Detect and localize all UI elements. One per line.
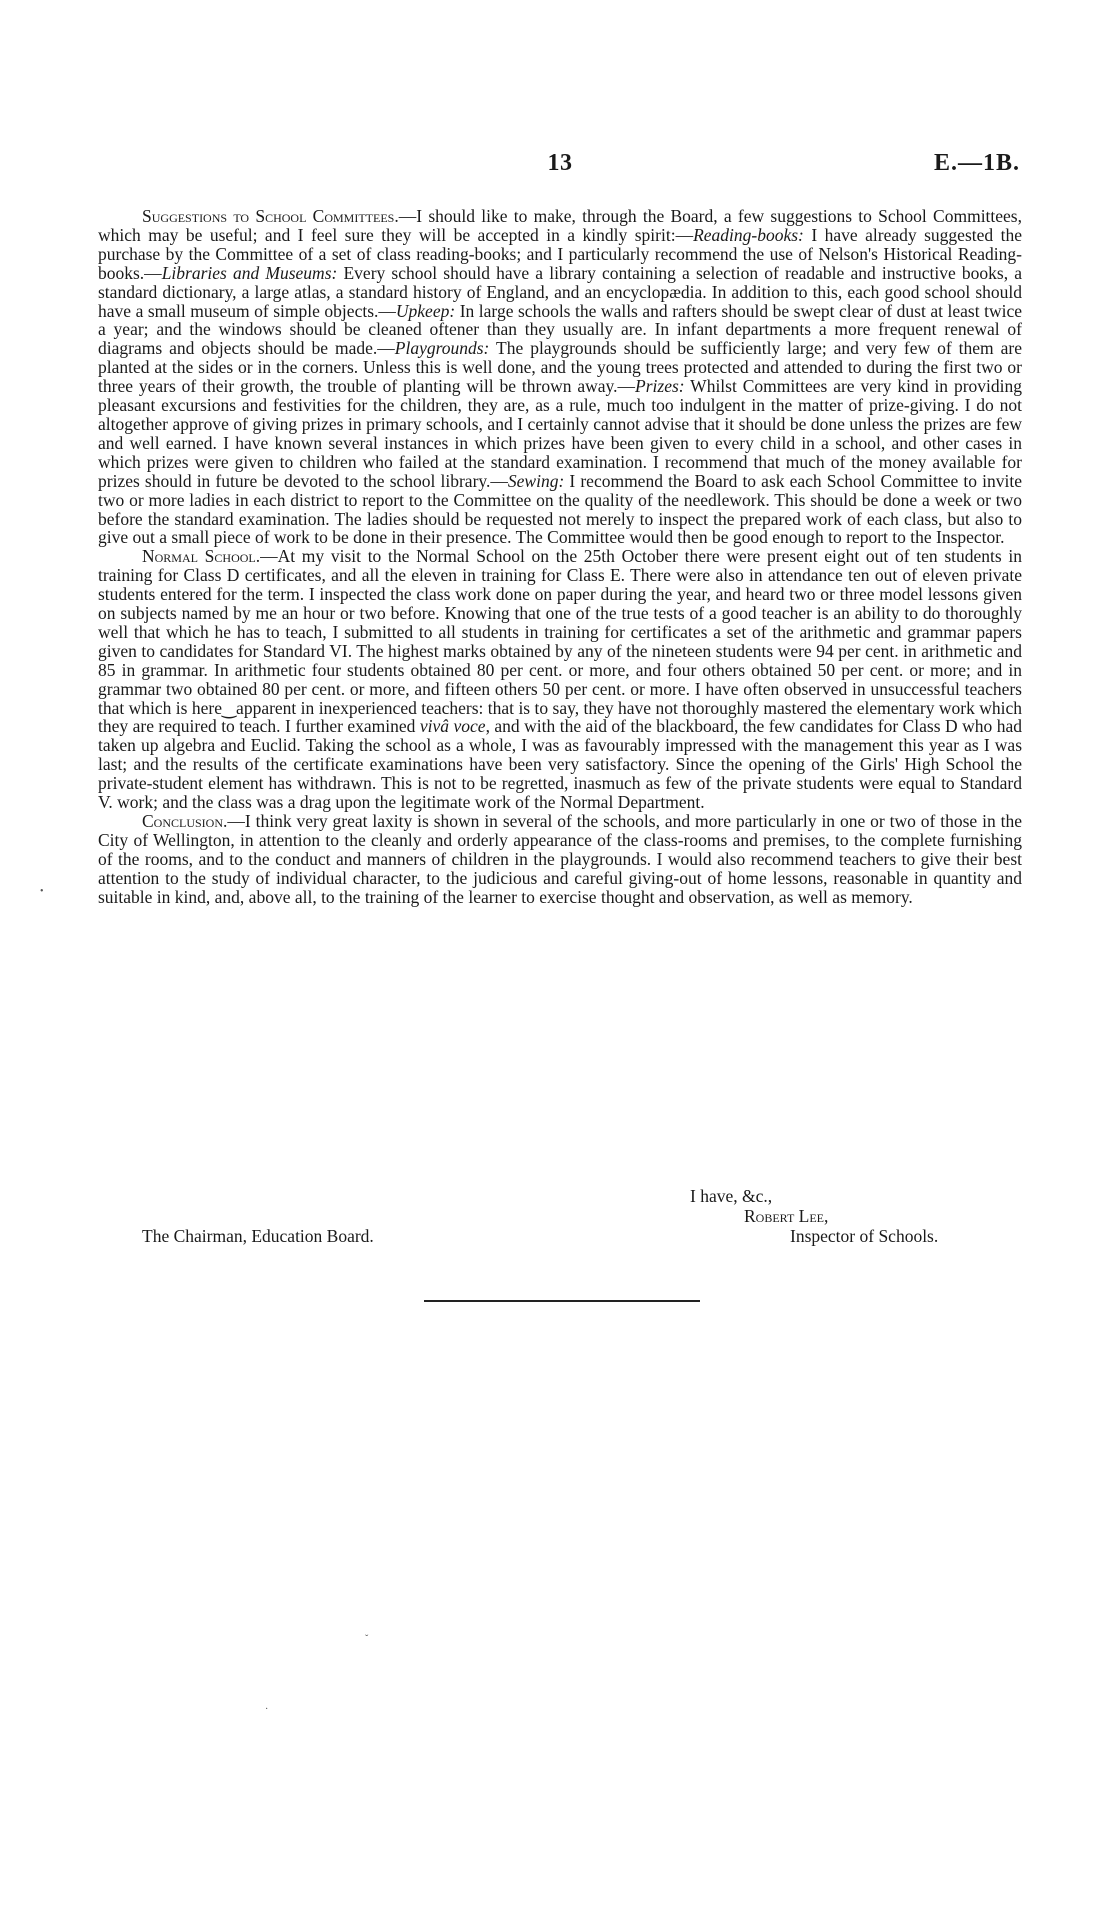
paragraph-text: I have already suggested the purchase by the Committee of a set of class reading-books; and I particularly recommend the use of Nelson's Historical Reading-books.— — [98, 224, 1022, 283]
page-number: 13 — [547, 150, 573, 176]
paragraph-text: The playgrounds should be sufficiently large; and very few of them are planted at the sides or in the corners. Unless this is well done, and the young trees protected and attended to during the first two or three years of their growth, the trouble of planting will be thrown away.— — [98, 338, 1022, 397]
italic-term: Upkeep: — [395, 300, 456, 321]
section-heading: Normal School. — [142, 546, 261, 567]
italic-term: vivâ voce — [419, 716, 486, 737]
paragraph — [98, 207, 1022, 547]
paragraph-text: —I think very great laxity is shown in several of the schools, and more particularly in one or two of those in the City of Wellington, in attention to the cleanly and orderly appearance of the class-rooms and premises, to the complete furnishing of the rooms, and to the conduct and manners of children in the playgrounds. I would also recommend teachers to give their best attention to the study of individual character, to the judicious and careful giving-out of home lessons, reasonable in quantity and suitable in kind, and, above all, to the training of the learner to exercise thought and observation, as well as memory. — [98, 811, 1022, 907]
document-reference: E.—1B. — [933, 150, 1020, 176]
paragraph-text: Whilst Committees are very kind in providing pleasant excursions and festivities for the children, they are, as a rule, much too indulgent in the matter of prize-giving. I do not altogether approve of giving prizes in primary schools, and I certainly cannot advise that it should be done unless the prizes are few and well earned. I have known several instances in which prizes have been given to every child in a school, and other cases in which prizes were given to children who failed at the standard examination. I recommend that much of the money available for prizes should in future be devoted to the school library.— — [98, 376, 1022, 491]
paragraph-text: —I should like to make, through the Board, a few suggestions to School Committees, which may be useful; and I feel sure they will be accepted in a kindly spirit:— — [98, 206, 1022, 245]
signer-name: Robert Lee, — [744, 1206, 829, 1226]
italic-term: Sewing: — [507, 470, 565, 491]
paragraph-text: , and with the aid of the blackboard, the few candidates for Class D who had taken up algebra and Euclid. Taking the school as a whole, I was as favourably impressed with the management this year as I was last; and the results of the certificate examinations have been very satisfactory. Since the opening of the Girls' High School the private-student element has withdrawn. This is not to be regretted, inasmuch as few of the private students were equal to Standard V. work; and the class was a drag upon the legitimate work of the Normal Department. — [98, 716, 1022, 813]
italic-term: Libraries and Museums: — [161, 262, 338, 283]
paragraph-text: In large schools the walls and rafters should be swept clear of dust at least twice a year; and the windows should be cleaned oftener than they usually are. In infant departments a more frequent renewal of diagrams and objects should be made.— — [98, 300, 1023, 359]
scan-speck: ˇ — [365, 1634, 369, 1645]
paragraph — [98, 547, 1022, 812]
scan-speck: • — [40, 886, 44, 897]
paragraph-text: I recommend the Board to ask each School Committee to invite two or more ladies in each district to report to the Committee on the quality of the needlework. This should be done a week or two before the standard examination. The ladies should be requested not merely to inspect the prepared work of each class, but also to give out a small piece of work to be done in their presence. The Committee would then be good enough to report to the Inspector. — [98, 470, 1022, 548]
paragraph-text: —At my visit to the Normal School on the 25th October there were present eight out of ten students in training for Class D certificates, and all the eleven in training for Class E. There were also in attendance ten out of eleven private students entered for the term. I inspected the class work done on paper during the year, and heard two or three model lessons given on subjects named by me an hour or two before. Knowing that one of the true tests of a good teacher is an ability to do thoroughly well that which he has to teach, I submitted to all students in training for certificates a set of the arithmetic and grammar papers given to candidates for Standard VI. The highest marks obtained by any of the nineteen students were 94 per cent. in arithmetic and 85 in grammar. In arithmetic four students obtained 80 per cent. or more, and four others obtained 50 per cent. or more; and in grammar two obtained 80 per cent. or more, and fifteen others 50 per cent. or more. I have often observed in unsuccessful teachers that which is here‿apparent in inexperienced teachers: that is to say, they have not thoroughly mastered the elementary work which they are required to teach. I further examined — [98, 546, 1022, 737]
section-heading: Suggestions to School Committees. — [142, 206, 399, 226]
end-rule — [424, 1300, 700, 1302]
addressee: The Chairman, Education Board. — [142, 1226, 374, 1246]
report-body — [98, 207, 1022, 907]
closing-formula: I have, &c., — [690, 1186, 773, 1206]
paragraph — [98, 812, 1022, 907]
italic-term: Prizes: — [635, 376, 685, 397]
signer-title: Inspector of Schools. — [790, 1226, 939, 1246]
paragraph-text: Every school should have a library containing a selection of readable and instructive books, a standard dictionary, a large atlas, a standard history of England, and an encyclopædia. In addition to this, each good school should have a small museum of simple objects.— — [98, 262, 1022, 321]
section-heading: Conclusion. — [142, 811, 228, 831]
scan-speck: · — [265, 1704, 269, 1715]
italic-term: Playgrounds: — [394, 338, 490, 359]
italic-term: Reading-books: — [693, 224, 804, 245]
